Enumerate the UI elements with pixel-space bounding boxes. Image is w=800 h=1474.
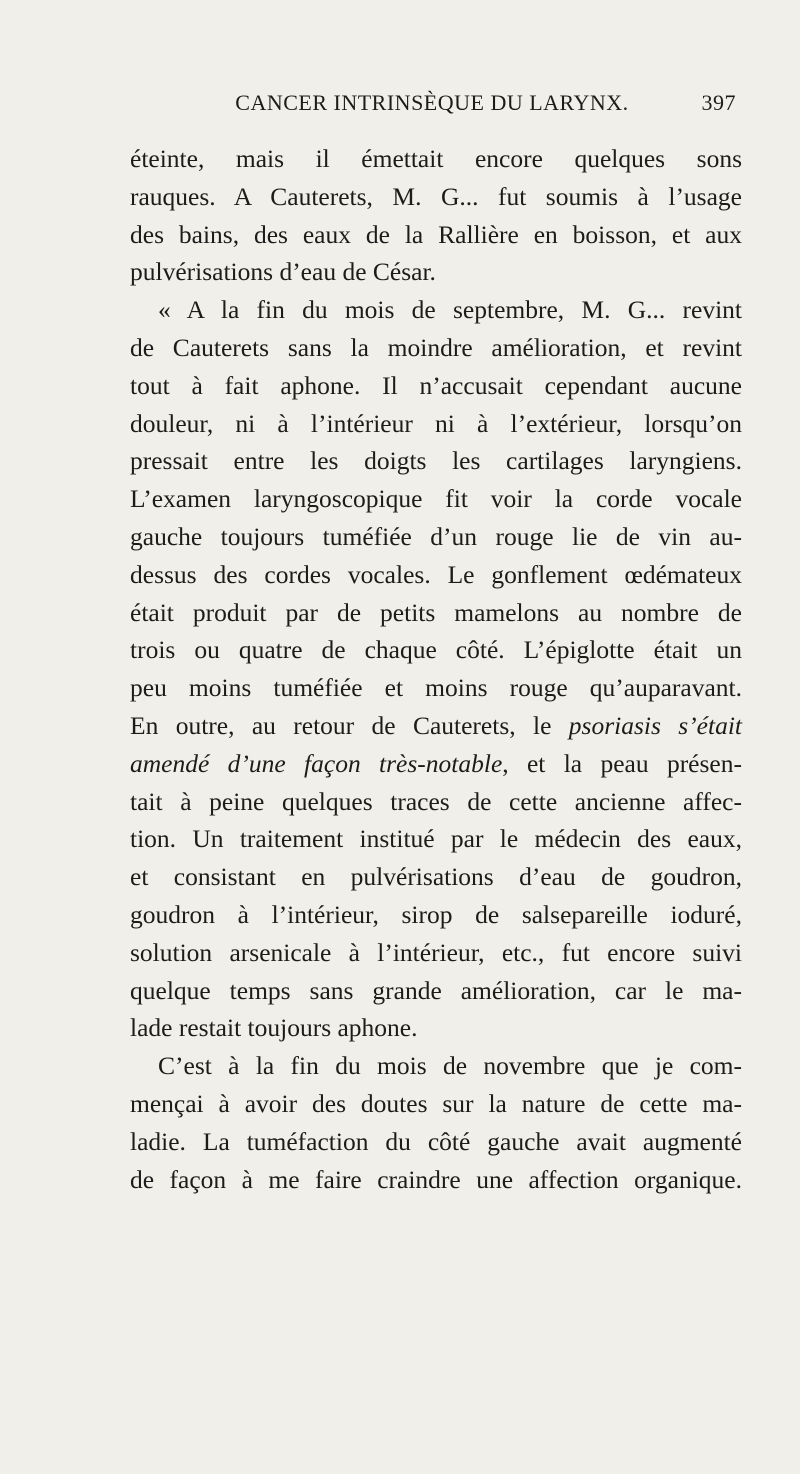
text-run: , et la peau présen- bbox=[502, 748, 742, 778]
text-line: goudron à l’intérieur, sirop de salsepareille ioduré, bbox=[130, 899, 742, 929]
text-run: En outre, au retour de Cauterets, le bbox=[130, 710, 552, 740]
text-line: de façon à me faire craindre une affection organique. bbox=[130, 1164, 742, 1194]
text-line: dessus des cordes vocales. Le gonflement œdémateux bbox=[130, 559, 742, 589]
text-line: C’est à la fin du mois de novembre que je com- bbox=[158, 1051, 742, 1081]
text-line: tout à fait aphone. Il n’accusait cependant aucune bbox=[130, 370, 742, 400]
text-line: de Cauterets sans la moindre amélioration, et revint bbox=[130, 332, 742, 362]
body-text bbox=[130, 140, 742, 1198]
text-line: était produit par de petits mamelons au nombre de bbox=[130, 597, 742, 627]
text-line: peu moins tuméfiée et moins rouge qu’auparavant. bbox=[130, 673, 742, 703]
text-line: et consistant en pulvérisations d’eau de goudron, bbox=[130, 862, 742, 892]
text-line: tion. Un traitement institué par le médecin des eaux, bbox=[130, 824, 742, 854]
text-line: solution arsenicale à l’intérieur, etc., fut encore suivi bbox=[130, 937, 742, 967]
text-line: douleur, ni à l’intérieur ni à l’extérieur, lorsqu’on bbox=[130, 408, 742, 438]
text-line: des bains, des eaux de la Rallière en boisson, et aux bbox=[130, 219, 742, 249]
text-line bbox=[130, 707, 742, 745]
text-line bbox=[130, 745, 742, 783]
text-line: L’examen laryngoscopique fit voir la corde vocale bbox=[130, 484, 742, 514]
text-line: tait à peine quelques traces de cette ancienne affec- bbox=[130, 786, 742, 816]
running-head bbox=[124, 90, 740, 120]
text-line: lade restait toujours aphone. bbox=[130, 1013, 418, 1043]
running-title: CANCER INTRINSÈQUE DU LARYNX. bbox=[235, 90, 629, 115]
italic-run: psoriasis s’était bbox=[568, 710, 742, 740]
text-line: quelque temps sans grande amélioration, car le ma- bbox=[130, 975, 742, 1005]
text-line: « A la fin du mois de septembre, M. G... revint bbox=[158, 295, 742, 325]
text-line: rauques. A Cauterets, M. G... fut soumis à l’usage bbox=[130, 181, 742, 211]
text-line: gauche toujours tuméfiée d’un rouge lie de vin au- bbox=[130, 521, 742, 551]
text-line: pressait entre les doigts les cartilages laryngiens. bbox=[130, 446, 742, 476]
text-line: trois ou quatre de chaque côté. L’épiglotte était un bbox=[130, 635, 742, 665]
text-line: éteinte, mais il émettait encore quelques sons bbox=[130, 144, 742, 173]
text-line: ladie. La tuméfaction du côté gauche avait augmenté bbox=[130, 1126, 742, 1156]
italic-run: amendé d’une façon très-notable bbox=[130, 748, 503, 778]
text-line: pulvérisations d’eau de César. bbox=[130, 257, 436, 287]
text-line: mençai à avoir des doutes sur la nature de cette ma- bbox=[130, 1088, 742, 1118]
page-number: 397 bbox=[701, 90, 736, 115]
